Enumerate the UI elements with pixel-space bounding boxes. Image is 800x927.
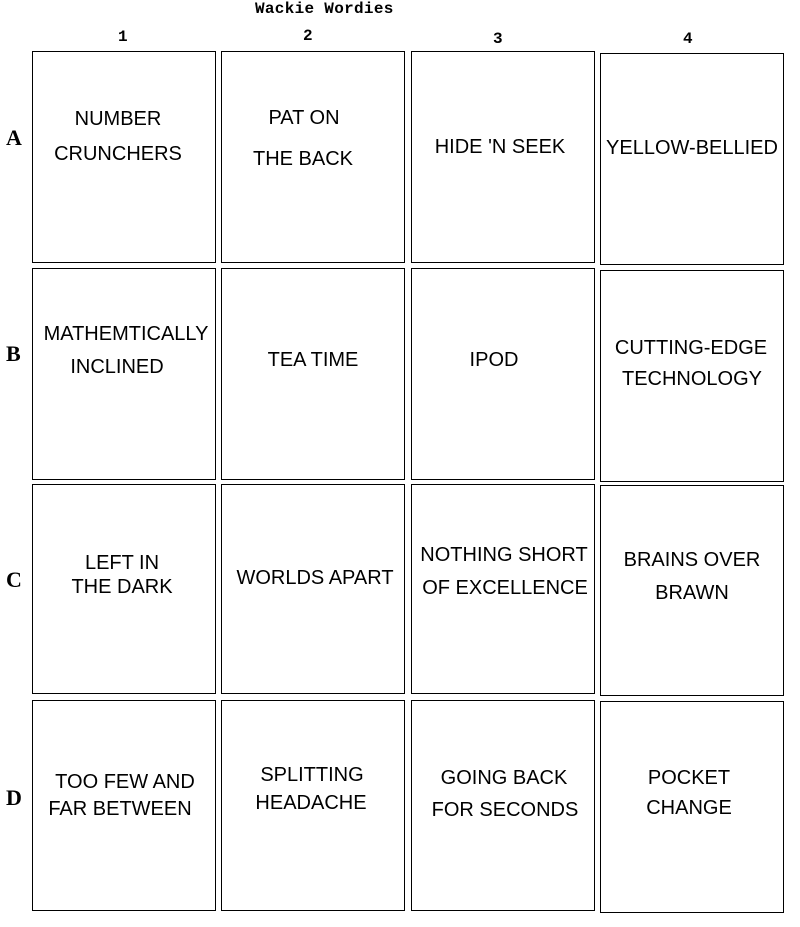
column-header-1: 1	[118, 28, 128, 46]
row-header-d: D	[6, 785, 22, 810]
puzzle-cell-text: OF EXCELLENCE	[422, 577, 588, 599]
puzzle-cell-b3	[411, 268, 595, 480]
puzzle-cell-text: TECHNOLOGY	[621, 368, 763, 390]
puzzle-cell-text: SPLITTING	[260, 764, 364, 786]
row-header-b: B	[6, 341, 21, 366]
column-header-3: 3	[493, 30, 503, 48]
puzzle-cell-text: CUTTING-EDGE	[614, 337, 768, 359]
puzzle-cell-a4	[600, 53, 784, 265]
puzzle-title: Wackie Wordies	[255, 0, 394, 18]
puzzle-cell-text: THE BACK	[252, 148, 354, 170]
puzzle-cell-text: LEFT IN	[84, 552, 160, 574]
puzzle-cell-d3	[411, 700, 595, 911]
puzzle-cell-a3	[411, 51, 595, 263]
row-header-a: A	[6, 125, 22, 150]
puzzle-cell-text: YELLOW-BELLIED	[606, 137, 778, 159]
puzzle-cell-a1	[32, 51, 216, 263]
puzzle-cell-b2	[221, 268, 405, 480]
puzzle-cell-text: PAT ON	[268, 107, 340, 129]
puzzle-cell-text: TEA TIME	[267, 349, 359, 371]
puzzle-cell-a2	[221, 51, 405, 263]
puzzle-cell-b1	[32, 268, 216, 480]
puzzle-cell-text: CHANGE	[646, 797, 732, 819]
puzzle-cell-text: HEADACHE	[255, 792, 367, 814]
puzzle-cell-c4	[600, 485, 784, 696]
puzzle-cell-text: GOING BACK	[440, 767, 568, 789]
puzzle-cell-b4	[600, 270, 784, 482]
puzzle-cell-text: INCLINED	[70, 356, 164, 378]
puzzle-cell-d1	[32, 700, 216, 911]
column-header-2: 2	[303, 27, 313, 45]
puzzle-cell-text: CRUNCHERS	[54, 143, 182, 165]
puzzle-cell-text: NUMBER	[74, 108, 162, 130]
puzzle-cell-text: TOO FEW AND	[55, 771, 195, 793]
puzzle-cell-d4	[600, 701, 784, 913]
puzzle-cell-c3	[411, 484, 595, 694]
puzzle-cell-text: THE DARK	[71, 576, 173, 598]
puzzle-cell-text: BRAINS OVER	[623, 549, 761, 571]
row-header-c: C	[6, 567, 22, 592]
puzzle-cell-text: MATHEMTICALLY	[43, 323, 209, 345]
puzzle-cell-text: FAR BETWEEN	[48, 798, 192, 820]
puzzle-cell-text: BRAWN	[655, 582, 729, 604]
puzzle-cell-text: FOR SECONDS	[431, 799, 579, 821]
puzzle-cell-text: HIDE 'N SEEK	[434, 136, 566, 158]
puzzle-cell-c2	[221, 484, 405, 694]
puzzle-cell-text: IPOD	[469, 349, 519, 371]
puzzle-cell-c1	[32, 484, 216, 694]
puzzle-cell-text: POCKET	[647, 767, 731, 789]
puzzle-cell-text: NOTHING SHORT	[420, 544, 588, 566]
puzzle-cell-d2	[221, 700, 405, 911]
column-header-4: 4	[683, 30, 693, 48]
puzzle-cell-text: WORLDS APART	[236, 567, 394, 589]
